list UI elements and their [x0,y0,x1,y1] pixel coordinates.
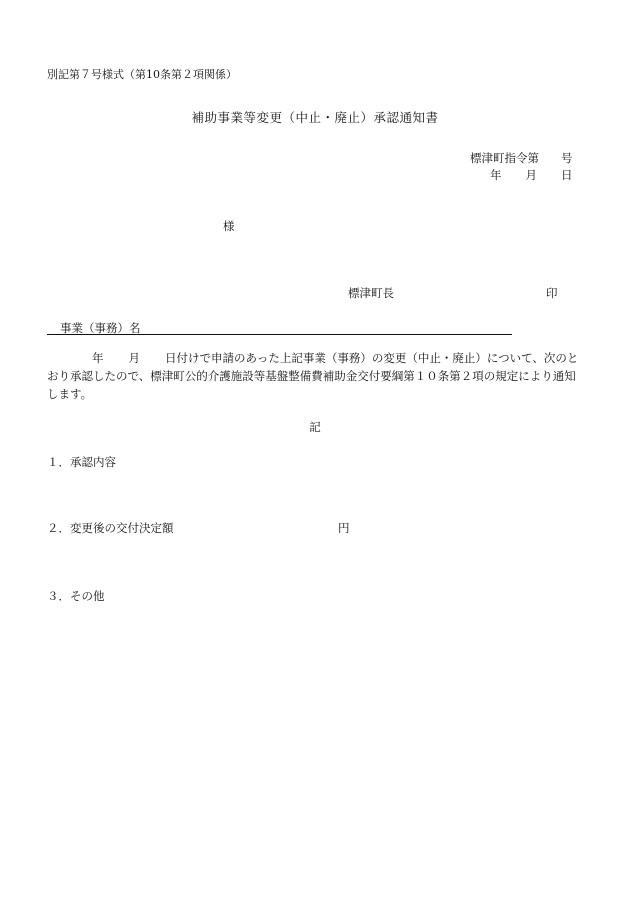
reference-number [470,150,573,166]
date-year: 年 [490,168,502,182]
body-text: 日付けで申請のあった上記事業（事務）の変更（中止・廃止）について、次のとおり承認したので、標津町公的介護施設等基盤整備費補助金交付要綱第１０条第２項の規定により通知します。 [47,351,579,401]
amount-unit: 円 [338,521,350,535]
document-title: 補助事業等変更（中止・廃止）承認通知書 [191,110,439,125]
date-month: 月 [525,168,537,182]
reference-prefix: 標津町指令第 [470,151,539,165]
addressee-suffix: 様 [223,219,235,233]
item-changed-grant-amount: ２．変更後の交付決定額 [47,521,174,535]
date-day: 日 [561,168,573,182]
item-other: ３．その他 [47,589,105,603]
sender-name: 標津町長 [348,286,394,300]
item-approval-content: １．承認内容 [47,455,116,469]
project-name-label: 事業（事務）名 [60,321,141,335]
issue-date [490,167,573,183]
form-label: 別記第７号様式（第10条第２項関係） [47,68,237,81]
body-year: 年 [92,351,104,365]
project-name-field [47,320,512,335]
body-month: 月 [128,351,140,365]
body-paragraph [47,349,582,403]
ki-heading: 記 [309,420,321,434]
seal-mark: 印 [546,286,558,300]
reference-suffix: 号 [561,151,573,165]
